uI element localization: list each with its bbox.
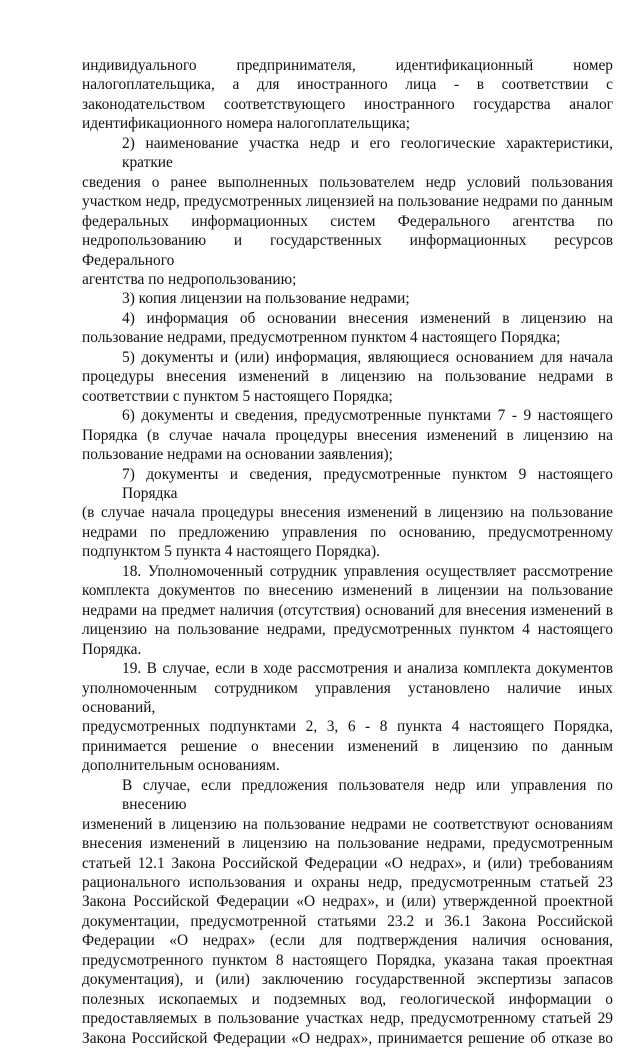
text-line: уполномоченным сотрудником управления установлено наличие иных оснований, bbox=[82, 679, 613, 716]
text-line: комплекта документов по внесению изменений в лицензии на пользование bbox=[82, 582, 613, 600]
text-line: 19. В случае, если в ходе рассмотрения и анализа комплекта документов bbox=[122, 660, 613, 678]
text-line: недрами на предмет наличия (отсутствия) оснований для внесения изменений в bbox=[82, 601, 613, 619]
text-line: рационального использования и охраны недр, предусмотренным статьей 23 bbox=[82, 874, 613, 892]
text-line: пользование недрами, предусмотренном пунктом 4 настоящего Порядка; bbox=[82, 329, 561, 347]
text-line: процедуры внесения изменений в лицензию на пользование недрами в bbox=[82, 368, 613, 386]
text-line: Закона Российской Федерации «О недрах», принимается решение об отказе во bbox=[82, 1029, 613, 1047]
text-line: 18. Уполномоченный сотрудник управления осуществляет рассмотрение bbox=[122, 562, 613, 580]
text-line: законодательством соответствующего иностранного государства аналог bbox=[82, 95, 613, 113]
text-line: 4) информация об основании внесения изменений в лицензию на bbox=[122, 309, 613, 327]
text-line: сведения о ранее выполненных пользователем недр условий пользования bbox=[82, 173, 613, 191]
text-line: налогоплательщика, а для иностранного лица - в соответствии с bbox=[82, 76, 613, 94]
document-page bbox=[82, 56, 613, 1048]
text-line: участком недр, предусмотренных лицензией на пользование недрами по данным bbox=[82, 193, 613, 211]
text-line: 7) документы и сведения, предусмотренные пунктом 9 настоящего Порядка bbox=[122, 465, 613, 502]
text-line: соответствии с пунктом 5 настоящего Порядка; bbox=[82, 387, 393, 405]
text-line: документация), и (или) заключению государственной экспертизы запасов bbox=[82, 971, 613, 989]
text-line: 2) наименование участка недр и его геологические характеристики, краткие bbox=[122, 134, 613, 172]
text-line: недрами по предложению управления по основанию, предусмотренному bbox=[82, 523, 613, 541]
text-line: статьей 12.1 Закона Российской Федерации «О недрах», и (или) требованиям bbox=[82, 854, 613, 872]
text-line: принимается решение о внесении изменений в лицензию по данным bbox=[82, 737, 613, 755]
text-line: идентификационного номера налогоплательщика; bbox=[82, 115, 411, 133]
text-line: 5) документы и (или) информация, являющиеся основанием для начала bbox=[122, 348, 613, 366]
text-line: Порядка (в случае начала процедуры внесения изменений в лицензию на bbox=[82, 426, 613, 444]
text-line: документации, предусмотренной статьями 23.2 и 36.1 Закона Российской bbox=[82, 912, 613, 930]
text-line: изменений в лицензию на пользование недрами не соответствуют основаниям bbox=[82, 815, 613, 833]
text-line: полезных ископаемых и подземных вод, геологической информации о bbox=[82, 990, 613, 1008]
text-line: внесения изменений в лицензию на пользование недрами, предусмотренным bbox=[82, 835, 613, 853]
text-line: дополнительным основаниям. bbox=[82, 757, 280, 775]
text-line: предусмотренного пунктом 8 настоящего Порядка, указана такая проектная bbox=[82, 951, 613, 969]
text-line: предусмотренных подпунктами 2, 3, 6 - 8 пункта 4 настоящего Порядка, bbox=[82, 718, 613, 736]
text-line: агентства по недропользованию; bbox=[82, 270, 297, 288]
text-line: недропользованию и государственных информационных ресурсов Федерального bbox=[82, 232, 613, 269]
text-line: В случае, если предложения пользователя недр или управления по внесению bbox=[122, 776, 613, 814]
text-line: лицензию на пользование недрами, предусмотренных пунктом 4 настоящего bbox=[82, 621, 613, 639]
text-line: 6) документы и сведения, предусмотренные пунктами 7 - 9 настоящего bbox=[122, 407, 613, 425]
text-line: индивидуального предпринимателя, идентификационный номер bbox=[82, 57, 613, 74]
text-line: 3) копия лицензии на пользование недрами; bbox=[122, 290, 410, 308]
text-line: подпунктом 5 пункта 4 настоящего Порядка). bbox=[82, 543, 380, 561]
text-line: пользование недрами на основании заявления); bbox=[82, 446, 393, 464]
text-line: предоставляемых в пользование участках недр, предусмотренному статьей 29 bbox=[82, 1010, 613, 1028]
text-line: Федерации «О недрах» (если для подтверждения наличия основания, bbox=[82, 932, 613, 950]
text-line: федеральных информационных систем Федерального агентства по bbox=[82, 212, 613, 230]
text-line: Закона Российской Федерации «О недрах», и (или) утвержденной проектной bbox=[82, 893, 613, 911]
text-line: Порядка. bbox=[82, 640, 142, 658]
text-line: (в случае начала процедуры внесения изменений в лицензию на пользование bbox=[82, 504, 613, 522]
